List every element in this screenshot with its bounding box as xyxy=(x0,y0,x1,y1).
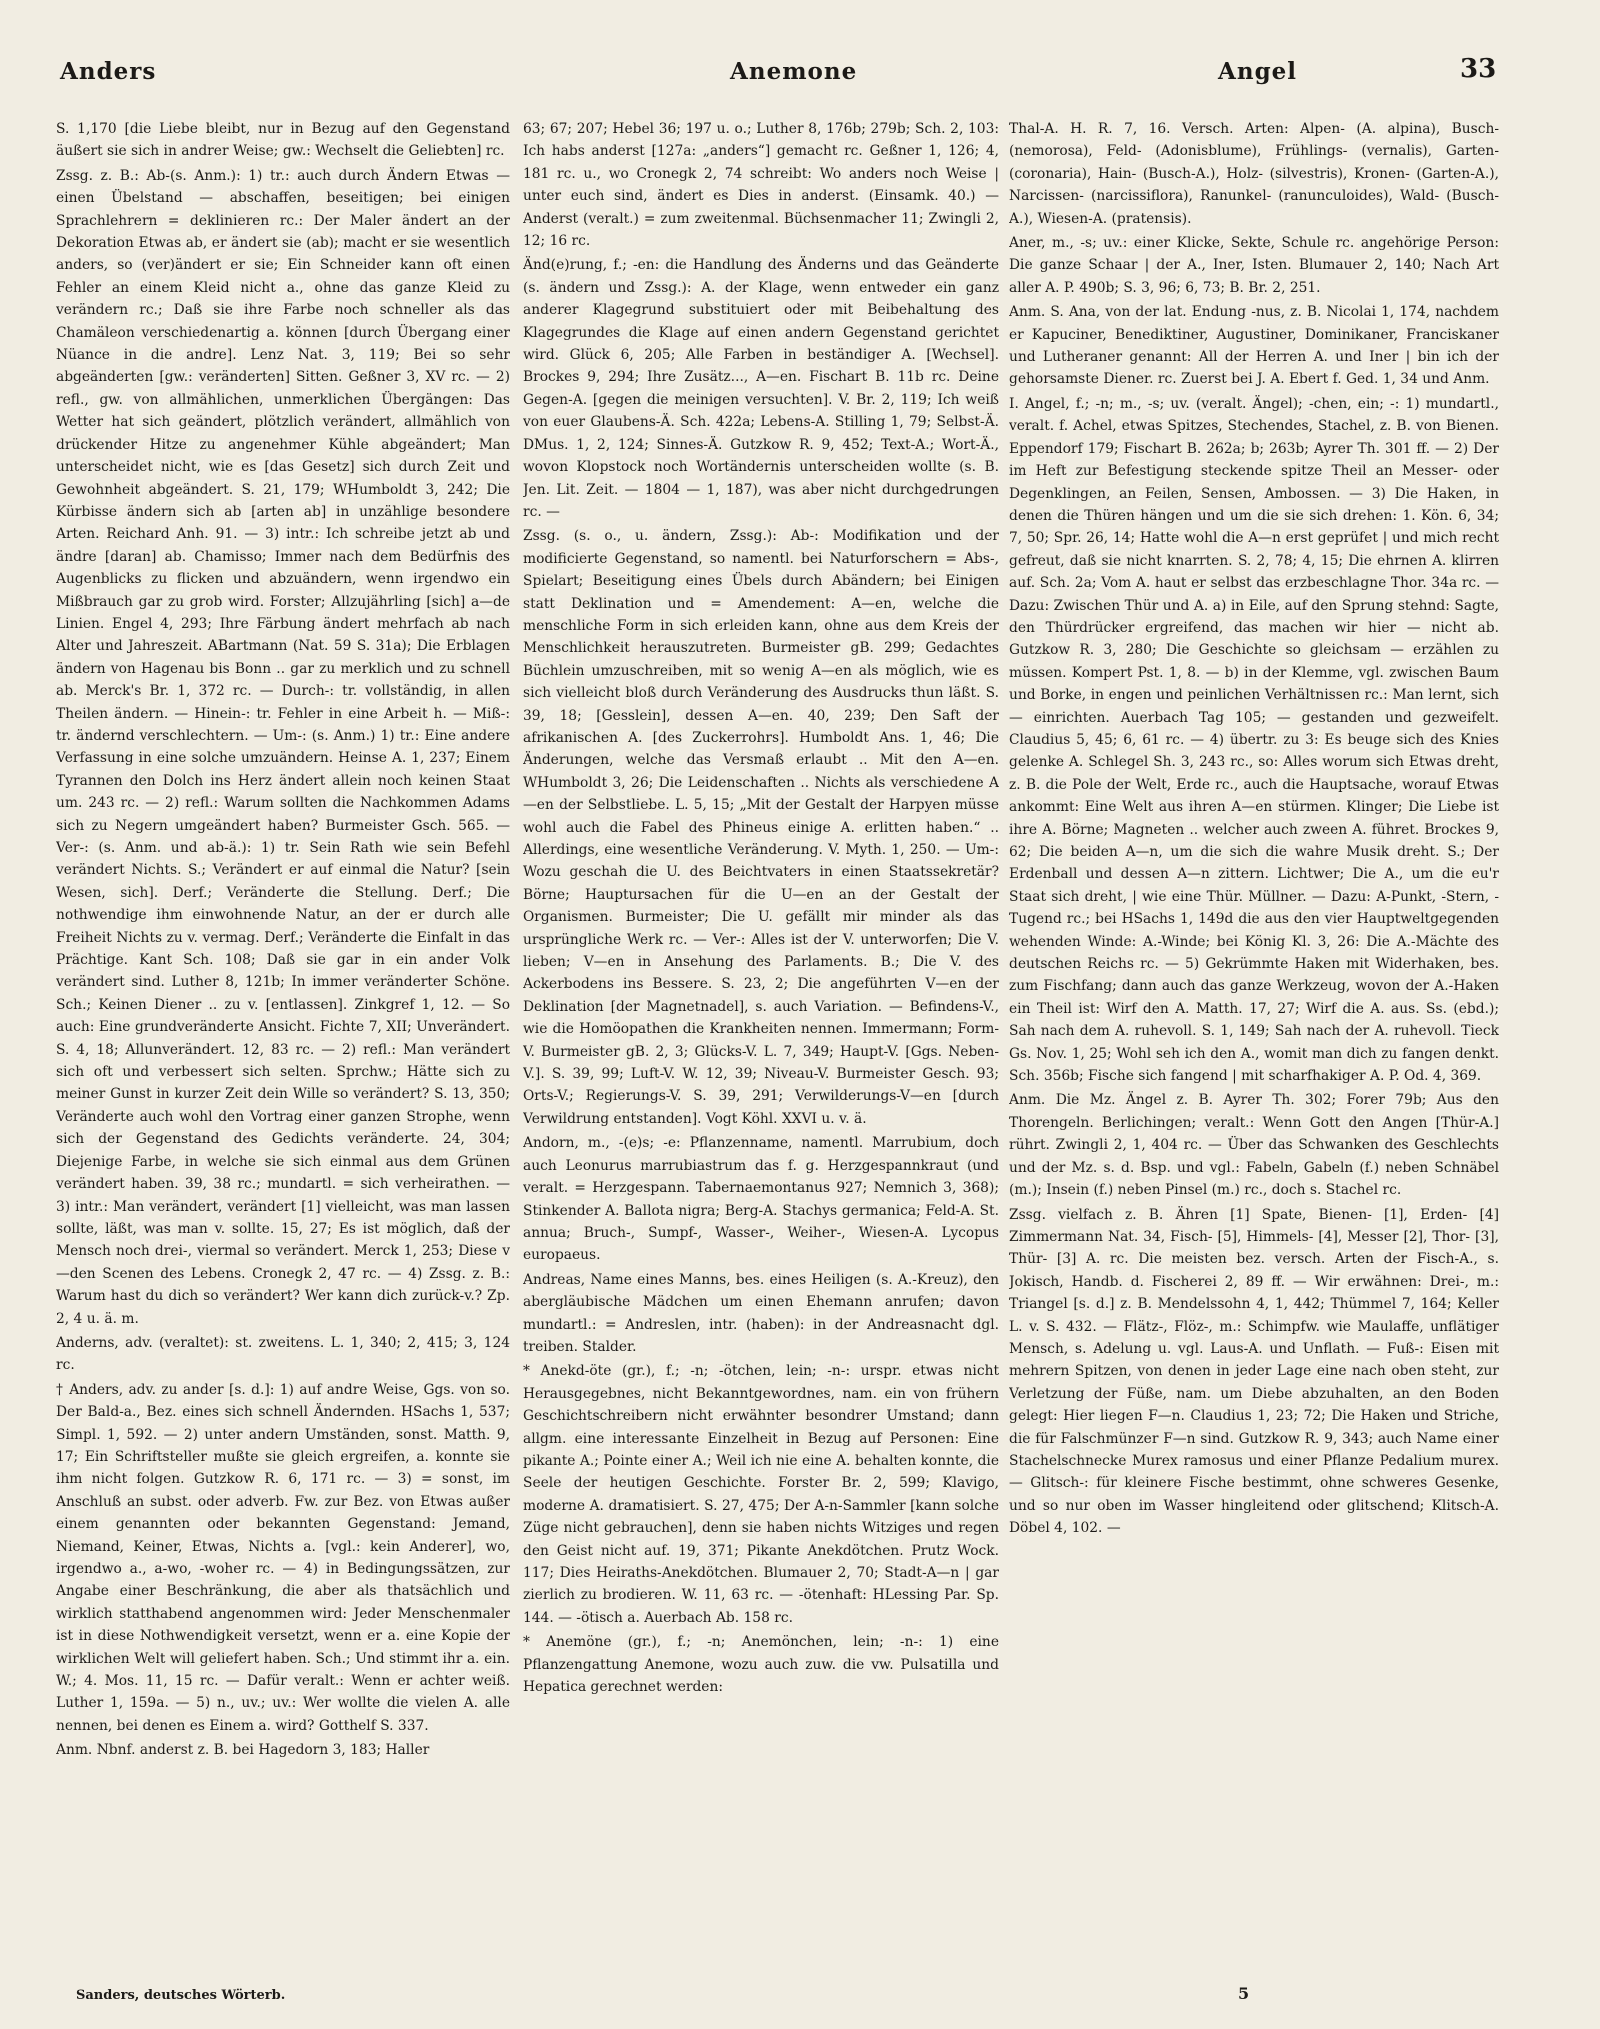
entry-paragraph: Zssg. (s. o., u. ändern, Zssg.): Ab-: Modifikation und der modificierte Gegenstand, so namentl. bei Naturforschern = Abs-, Spielart; Beseitigung eines Übels durch Abändern; bei Einigen statt Deklination und = Amendement: A—en, welche die menschliche Form in sich erleiden kann, ohne aus dem Kreis der Menschlichkeit herauszutreten. Burmeister gB. 299; Gedachtes Büchlein umzuschreiben, mit so wenig A—en als möglich, wie es sich vielleicht bloß durch Veränderung des Ausdrucks thun läßt. S. 39, 18; [Gesslein], dessen A—en. 40, 239; Den Saft der afrikanischen A. [des Zuckerrohrs]. Humboldt Ans. 1, 46; Die Änderungen, welche das Versmaß erlaubt .. Mit den A—en. WHumboldt 3, 26; Die Leidenschaften .. Nichts als verschiedene A—en der Selbstliebe. L. 5, 15; „Mit der Gestalt der Harpyen müsse wohl auch die Fabel des Phineus einige A. erlitten haben.“ .. Allerdings, eine wesentliche Veränderung. V. Myth. 1, 250. — Um-: Wozu geschah die U. des Beichtvaters in einen Staatssekretär? Börne; Hauptursachen für die U—en an der Gestalt der Organismen. Burmeister; Die U. gefällt mir minder als das ursprüngliche Werk rc. — Ver-: Alles ist der V. unterworfen; Die V. lieben; V—en in Ansehung des Parlaments. B.; Die V. des Ackerbodens ins Bessere. S. 23, 2; Die angeführten V—en der Deklination [der Magnetnadel], s. auch Variation. — Befindens-V., wie die Homöopathen die Krankheiten nennen. Immermann; Form-V. Burmeister gB. 2, 3; Glücks-V. L. 7, 349; Haupt-V. [Ggs. Neben-V.]. S. 39, 99; Luft-V. W. 12, 39; Niveau-V. Burmeister Gesch. 93; Orts-V.; Regierungs-V. S. 39, 291; Verwilderungs-V—en [durch Verwildrung entstanden]. Vogt Köhl. XXVI u. v. ä. xyxy=(523,528,999,1127)
entry-paragraph: Andreas, Name eines Manns, bes. eines Heiligen (s. A.-Kreuz), den abergläubische Mädchen um einen Ehemann anrufen; davon mundartl.: = Andreslen, intr. (haben): in der Andreasnacht dgl. treiben. Stalder. xyxy=(523,1271,999,1355)
entry-paragraph: 63; 67; 207; Hebel 36; 197 u. o.; Luther 8, 176b; 279b; Sch. 2, 103: Ich habs anderst [127a: „anders“] gemacht rc. Geßner 1, 126; 4, 181 rc. u., wo Cronegk 2, 74 schreibt: Wo anders noch Weise | unter euch sind, ändert es Dies in anderst. (Einsamk. 40.) — Anderst (veralt.) = zum zweitenmal. Büchsenmacher 11; Zwingli 2, 12; 16 rc. xyxy=(523,121,999,250)
entry-paragraph: Andorn, m., -(e)s; -e: Pflanzenname, namentl. Marrubium, doch auch Leonurus marrubiastrum das f. g. Herzgespannkraut (und veralt. = Herzgespann. Tabernaemontanus 927; Nemnich 3, 368); Stinkender A. Ballota nigra; Berg-A. Stachys germanica; Feld-A. St. annua; Bruch-, Sumpf-, Wasser-, Weiher-, Wiesen-A. Lycopus europaeus. xyxy=(523,1135,999,1264)
entry-paragraph: Anderns, adv. (veraltet): st. zweitens. L. 1, 340; 2, 415; 3, 124 rc. xyxy=(56,1334,510,1374)
dictionary-column-1 xyxy=(56,118,510,1998)
entry-paragraph: I. Angel, f.; -n; m., -s; uv. (veralt. Ängel); -chen, ein; -: 1) mundartl., veralt. f. Achel, etwas Spitzes, Stechendes, Stachel, z. B. von Bienen. Eppendorf 179; Fischart B. 262a; b; 263b; Ayrer Th. 301 ff. — 2) Der im Heft zur Befestigung steckende spitze Theil an Messer- oder Degenklingen, an Feilen, Sensen, Ambossen. — 3) Die Haken, in denen die Thüren hängen und um die sie sich drehen: 1. Kön. 6, 34; 7, 50; Spr. 26, 14; Hatte wohl die A—n erst geprüfet | und mich recht gefreut, daß sie nicht knarrten. S. 2, 78; 4, 15; Die ehrnen A. klirren auf. Sch. 2a; Vom A. haut er selbst das erzbeschlagne Thor. 34a rc. — Dazu: Zwischen Thür und A. a) in Eile, auf den Sprung stehnd: Sagte, den Thürdrücker ergreifend, das machen wir hier — nicht ab. Gutzkow R. 3, 280; Die Geschichte so gleichsam — erzählen zu müssen. Kompert Pst. 1, 8. — b) in der Klemme, vgl. zwischen Baum und Borke, in engen und peinlichen Verhältnissen rc.: Man lernt, sich — einrichten. Auerbach Tag 105; — gestanden und gezweifelt. Claudius 5, 45; 6, 61 rc. — 4) übertr. zu 3: Es beuge sich des Knies gelenke A. Schlegel Sh. 3, 243 rc., so: Alles worum sich Etwas dreht, z. B. die Pole der Welt, Erde rc., auch die Hauptsache, worauf Etwas ankommt: Eine Welt aus ihren A—en stürmen. Klinger; Die Liebe ist ihre A. Börne; Magneten .. welcher auch zween A. führet. Brockes 9, 62; Die beiden A—n, um die sich die wahre Musik dreht. S.; Der Erdenball und dessen A—n zittern. Lichtwer; Die A., um die eu'r Staat sich dreht, | wie eine Thür. Müllner. — Dazu: A-Punkt, -Stern, -Tugend rc.; bei HSachs 1, 149d die aus den vier Hauptweltgegenden wehenden Winde: A.-Winde; bei König Kl. 3, 26: Die A.-Mächte des deutschen Reichs rc. — 5) Gekrümmte Haken mit Widerhaken, bes. zum Fischfang; dann auch das ganze Werkzeug, wovon der A.-Haken ein Theil ist: Wirf den A. Matth. 17, 27; Wirf die A. aus. Ss. (ebd.); Sah nach dem A. ruhevoll. S. 1, 149; Sah nach der A. ruhevoll. Tieck Gs. Nov. 1, 25; Wohl seh ich den A., womit man dich zu fangen denkt. Sch. 356b; Fische sich fangend | mit scharfhakiger A. P. Od. 4, 369. xyxy=(1009,395,1499,1085)
entry-paragraph: † Anders, adv. zu ander [s. d.]: 1) auf andre Weise, Ggs. von so. Der Bald-a., Bez. eines sich schnell Ändernden. HSachs 1, 537; Simpl. 1, 592. — 2) unter andern Umständen, sonst. Matth. 9, 17; Ein Schriftsteller mußte sie gleich ergreifen, a. konnte sie ihm nicht folgen. Gutzkow R. 6, 171 rc. — 3) = sonst, im Anschluß an subst. oder adverb. Fw. zur Bez. von Etwas außer einem genannten oder bekannten Gegenstand: Jemand, Niemand, Keiner, Etwas, Nichts a. [vgl.: kein Anderer], wo, irgendwo a., a-wo, -woher rc. — 4) in Bedingungssätzen, zur Angabe einer Beschränkung, die aber als thatsächlich und wirklich statthabend angenommen wird: Jeder Menschenmaler ist in diese Nothwendigkeit versetzt, wenn er a. eine Kopie der wirklichen Welt will geliefert haben. Sch.; Und stimmt ihr a. ein. W.; 4. Mos. 11, 15 rc. — Dafür veralt.: Wenn er achter weiß. Luther 1, 159a. — 5) n., uv.; uv.: Wer wollte die vielen A. alle nennen, bei denen es Einem a. wird? Gotthelf S. 337. xyxy=(56,1381,510,1734)
center-running-headword: Anemone xyxy=(730,58,858,85)
entry-paragraph: * Anemöne (gr.), f.; -n; Anemönchen, lein; -n-: 1) eine Pflanzengattung Anemone, wozu auch zuw. die vw. Pulsatilla und Hepatica gerechnet werden: xyxy=(523,1634,999,1696)
right-running-headword: Angel xyxy=(1218,58,1298,85)
entry-paragraph: Anm. Die Mz. Ängel z. B. Ayrer Th. 302; Forer 79b; Aus den Thorengeln. Berlichingen; veralt.: Wenn Gott den Angen [Thür-A.] rührt. Zwingli 2, 1, 404 rc. — Über das Schwanken des Geschlechts und der Mz. s. d. Bsp. und vgl.: Fabeln, Gabeln (f.) neben Schnäbel (m.); Insein (f.) neben Pinsel (m.) rc., doch s. Stachel rc. xyxy=(1009,1092,1499,1199)
signature-mark: 5 xyxy=(1238,1984,1250,2003)
page-number: 33 xyxy=(1460,54,1497,84)
dictionary-column-2 xyxy=(523,118,999,1998)
entry-paragraph: Anm. Nbnf. anderst z. B. bei Hagedorn 3, 183; Haller xyxy=(56,1742,430,1759)
left-running-headword: Anders xyxy=(60,58,157,85)
entry-paragraph: S. 1,170 [die Liebe bleibt, nur in Bezug auf den Gegenstand äußert sie sich in andrer Weise; gw.: Wechselt die Geliebten] rc. xyxy=(56,121,510,160)
entry-paragraph: Zssg. z. B.: Ab-(s. Anm.): 1) tr.: auch durch Ändern Etwas — einen Übelstand — abschaffen, beseitigen; bei einigen Sprachlehrern = deklinieren rc.: Der Maler ändert an der Dekoration Etwas ab, er ändert sie (ab); macht er sie wesentlich anders, so (ver)ändert er sie; Ein Schneider kann oft einen Fehler an einem Kleid nicht a., ohne das ganze Kleid zu verändern rc.; Daß sie ihre Farbe noch schneller als das Chamäleon verschiedenartig a. können [durch Übergang einer Nüance in die andre]. Lenz Nat. 3, 119; Bei so sehr abgeänderten [gw.: veränderten] Sitten. Geßner 3, XV rc. — 2) refl., gw. von allmählichen, unmerklichen Übergängen: Das Wetter hat sich geändert, plötzlich verändert, allmählich von drückender Hitze zu angenehmer Kühle abgeändert; Man unterscheidet nicht, wie es [das Gesetz] sich durch Zeit und Gewohnheit abgeändert. S. 21, 179; WHumboldt 3, 242; Die Kürbisse ändern sich ab [arten ab] in unzählige besondere Arten. Reichard Anh. 91. — 3) intr.: Ich schreibe jetzt ab und ändre [daran] ab. Chamisso; Immer nach dem Bedürfnis des Augenblicks zu flicken und abzuändern, wenn irgendwo ein Mißbrauch gar zu grob wird. Forster; Allzujährling [sich] a—de Linien. Engel 4, 293; Ihre Färbung ändert mehrfach ab nach Alter und Jahreszeit. ABartmann (Nat. 59 S. 31a); Die Erblagen ändern von Hagenau bis Bonn .. gar zu merklich und zu schnell ab. Merck's Br. 1, 372 rc. — Durch-: tr. vollständig, in allen Theilen ändern. — Hinein-: tr. Fehler in eine Arbeit h. — Miß-: tr. ändernd verschlechtern. — Um-: (s. Anm.) 1) tr.: Eine andere Verfassung in eine solche umzuändern. Heinse A. 1, 237; Einem Tyrannen den Dolch ins Herz ändert allein noch keinen Staat um. 243 rc. — 2) refl.: Warum sollten die Nachkommen Adams sich zu Negern umgeändert haben? Burmeister Gsch. 565. — Ver-: (s. Anm. und ab-ä.): 1) tr. Sein Rath wie sein Befehl verändert Nichts. S.; Verändert er auf einmal die Natur? [sein Wesen, sich]. Derf.; Veränderte die Stellung. Derf.; Die nothwendige ihm einwohnende Natur, an der er durch alle Freiheit Nichts zu v. vermag. Derf.; Veränderte die Einfalt in das Prächtige. Kant Sch. 108; Daß sie gar in ein ander Volk verändert sind. Luther 8, 121b; In immer veränderter Schöne. Sch.; Keinen Diener .. zu v. [entlassen]. Zinkgref 1, 12. — So auch: Eine grundveränderte Ansicht. Fichte 7, XII; Unverändert. S. 4, 18; Allunverändert. 12, 83 rc. — 2) refl.: Man verändert sich oft und verbessert sich selten. Sprchw.; Hätte sich zu meiner Gunst in kurzer Zeit dein Wille so verändert? S. 13, 350; Veränderte auch wohl den Vortrag einer ganzen Strophe, wenn sich der Gegenstand des Gedichts veränderte. 24, 304; Diejenige Farbe, in welche sie sich einmal aus dem Grünen verändert haben. 39, 38 rc.; mundartl. = sich verheirathen. — 3) intr.: Man verändert, verändert [1] vielleicht, was man lassen sollte, läßt, was man v. sollte. 15, 27; Es ist möglich, daß der Mensch noch drei-, viermal so verändert. Merck 1, 253; Diese v—den Scenen des Lebens. Cronegk 2, 47 rc. — 4) Zssg. z. B.: Warum hast du dich so verändert? Wer kann dich zurück-v.? Zp. 2, 4 u. ä. m. xyxy=(56,167,510,1327)
page-header xyxy=(60,54,1500,94)
entry-paragraph: Änd(e)rung, f.; -en: die Handlung des Änderns und das Geänderte (s. ändern und Zssg.): A. der Klage, wenn entweder ein ganz anderer Klagegrund substituiert oder mit Beibehaltung des Klagegrundes die Klage auf einen andern Gegenstand gerichtet wird. Glück 6, 205; Alle Farben in beständiger A. [Wechsel]. Brockes 9, 294; Ihre Zusätz..., A—en. Fischart B. 11b rc. Deine Gegen-A. [gegen die meinigen versuchten]. V. Br. 2, 119; Ich weiß von euer Glaubens-Ä. Sch. 422a; Lebens-A. Stilling 1, 79; Selbst-Ä. DMus. 1, 2, 124; Sinnes-Ä. Gutzkow R. 9, 452; Text-A.; Wort-Ä., wovon Klopstock noch Wortändernis unterscheiden wollte (s. B. Jen. Lit. Zeit. — 1804 — 1, 187), was aber nicht durchgedrungen rc. — xyxy=(523,257,999,520)
entry-paragraph: * Anekd-öte (gr.), f.; -n; -ötchen, lein; -n-: urspr. etwas nicht Herausgegebnes, nicht Bekanntgewordnes, nam. ein von frühern Geschichtschreibern nicht erwähnter besondrer Umstand; dann allgm. eine interessante Einzelheit in Bezug auf Personen: Eine pikante A.; Pointe einer A.; Weil ich nie eine A. behalten konnte, die Seele der heutigen Geschichte. Forster Br. 2, 599; Klavigo, moderne A. dramatisiert. S. 27, 475; Der A-n-Sammler [kann solche Züge nicht gebrauchen], denn sie haben nichts Witziges und regen den Geist nicht auf. 19, 371; Pikante Anekdötchen. Prutz Wock. 117; Dies Heiraths-Anekdötchen. Blumauer 2, 70; Stadt-A—n | gar zierlich zu brodieren. W. 11, 63 rc. — -ötenhaft: HLessing Par. Sp. 144. — -ötisch a. Auerbach Ab. 158 rc. xyxy=(523,1363,999,1626)
entry-paragraph: Aner, m., -s; uv.: einer Klicke, Sekte, Schule rc. angehörige Person: Die ganze Schaar | der A., Iner, Isten. Blumauer 2, 140; Nach Art aller A. P. 490b; S. 3, 96; 6, 73; B. Br. 2, 251. xyxy=(1009,235,1499,296)
dictionary-column-3 xyxy=(1009,118,1499,1998)
entry-paragraph: Thal-A. H. R. 7, 16. Versch. Arten: Alpen- (A. alpina), Busch- (nemorosa), Feld- (Adonisblume), Frühlings- (vernalis), Garten- (coronaria), Hain- (Busch-A.), Holz- (silvestris), Kronen- (Garten-A.), Narcissen- (narcissiflora), Ranunkel- (ranunculoides), Wald- (Busch-A.), Wiesen-A. (pratensis). xyxy=(1009,121,1499,227)
entry-paragraph: Zssg. vielfach z. B. Ähren [1] Spate, Bienen- [1], Erden- [4] Zimmermann Nat. 34, Fisch- [5], Himmels- [4], Messer [2], Thor- [3], Thür- [3] A. rc. Die meisten bez. versch. Arten der Fisch-A., s. Jokisch, Handb. d. Fischerei 2, 89 ff. — Wir erwähnen: Drei-, m.: Triangel [s. d.] z. B. Mendelssohn 4, 1, 442; Thümmel 7, 164; Keller L. v. S. 432. — Flätz-, Flöz-, m.: Schimpfw. wie Maulaffe, unflätiger Mensch, s. Adelung u. vgl. Laus-A. und Unflath. — Fuß-: Eisen mit mehrern Spitzen, von denen in jeder Lage eine nach oben steht, zur Verletzung der Füße, nam. um Diebe abzuhalten, an den Boden gelegt: Hier liegen F—n. Claudius 1, 23; 72; Die Haken und Striche, die für Falschmünzer F—n sind. Gutzkow R. 9, 343; auch Name einer Stachelschnecke Murex ramosus und einer Pflanze Pedalium murex. — Glitsch-: für kleinere Fische bestimmt, ohne schweres Gesenke, und so nur oben im Wasser hingleitend oder glitschend; Klitsch-A. Döbel 4, 102. — xyxy=(1009,1206,1499,1537)
footer-book-title: Sanders, deutsches Wörterb. xyxy=(76,1988,286,2003)
entry-paragraph: Anm. S. Ana, von der lat. Endung -nus, z. B. Nicolai 1, 174, nachdem er Kapuciner, Benediktiner, Augustiner, Dominikaner, Franciskaner und Lutheraner genannt: All der Herren A. und Iner | bin ich der gehorsamste Diener. rc. Zuerst bei J. A. Ebert f. Ged. 1, 34 und Anm. xyxy=(1009,304,1499,388)
